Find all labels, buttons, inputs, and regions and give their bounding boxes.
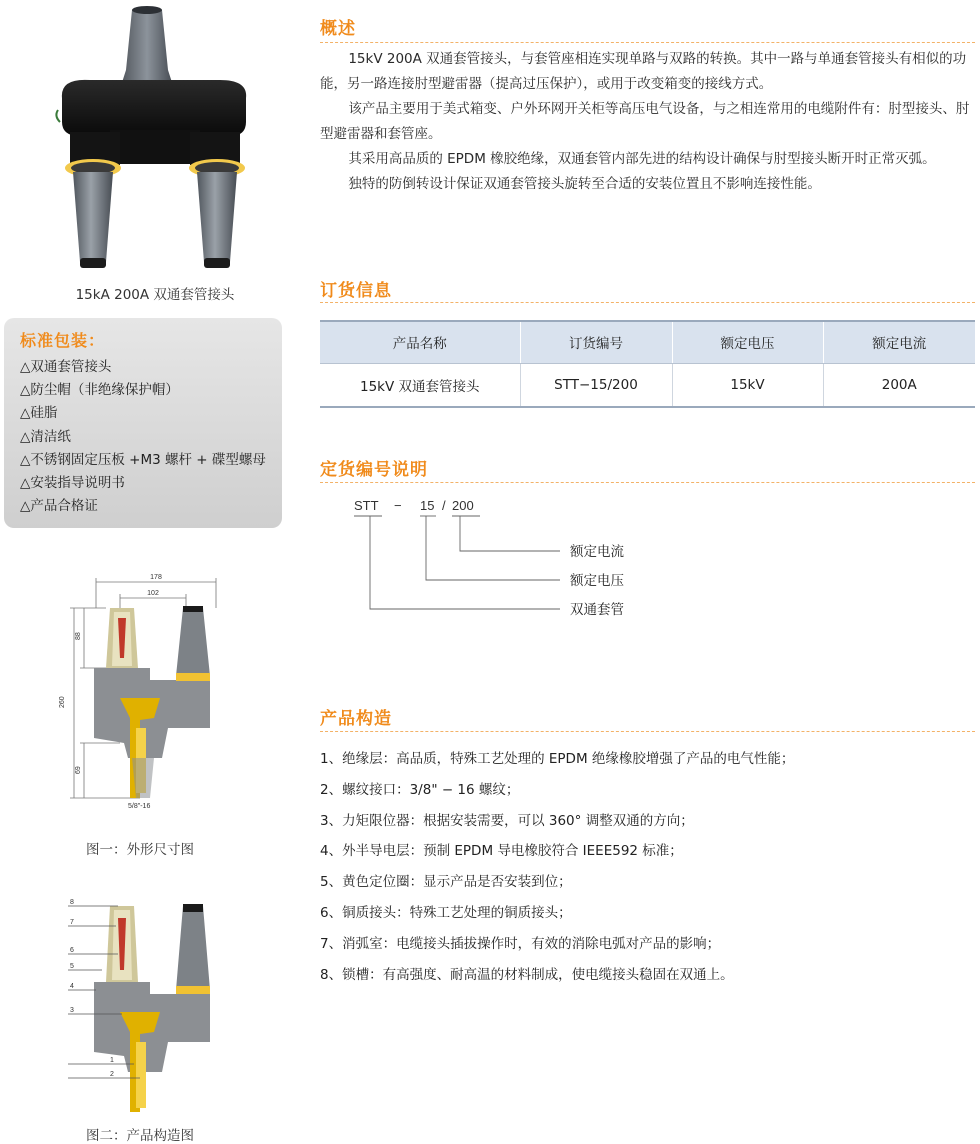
list-item: 5、黄色定位圈：显示产品是否安装到位； (320, 874, 572, 891)
product-caption: 15kA 200A 双通套管接头 (75, 287, 235, 303)
label-1: 1 (110, 1057, 114, 1064)
packaging-item: △产品合格证 (20, 498, 98, 515)
figure1-caption: 图一：外形尺寸图 (86, 842, 194, 858)
list-item: 8、锁槽：有高强度、耐高温的材料制成，使电缆接头稳固在双通上。 (320, 966, 734, 983)
label-6: 6 (70, 947, 74, 954)
packaging-list (20, 356, 266, 518)
list-item: 3、力矩限位器：根据安装需要，可以 360° 调整双通的方向； (320, 812, 694, 829)
code-label-voltage: 额定电压 (570, 573, 624, 589)
packaging-title: 标准包装： (20, 331, 106, 350)
table-row (320, 363, 975, 407)
order-code-diagram (320, 490, 720, 630)
dimension-drawing (50, 568, 240, 830)
header-product-name: 产品名称 (320, 321, 520, 363)
list-item: 2、螺纹接口：3/8" − 16 螺纹； (320, 781, 520, 798)
code-label-current: 额定电流 (570, 544, 624, 560)
dim-102: 102 (147, 590, 159, 597)
figure2-caption: 图二：产品构造图 (86, 1128, 194, 1144)
label-3: 3 (70, 1007, 74, 1014)
label-4: 4 (70, 983, 74, 990)
overview-text (320, 47, 975, 197)
list-item: 4、外半导电层：预制 EPDM 导电橡胶符合 IEEE592 标准； (320, 843, 683, 860)
code-current: 200 (452, 498, 474, 513)
packaging-item: △不锈钢固定压板 +M3 螺杆 + 碟型螺母 (20, 451, 266, 468)
order-header-row (320, 321, 975, 363)
overview-paragraph: 其采用高品质的 EPDM 橡胶绝缘，双通套管内部先进的结构设计确保与肘型接头断开时正常灭弧。 (348, 151, 936, 167)
cell-product-name: 15kV 双通套管接头 (320, 363, 520, 407)
dim-178: 178 (150, 574, 162, 581)
product-photo (40, 0, 270, 280)
structure-title: 产品构造 (320, 709, 392, 729)
code-stt: STT (354, 498, 379, 513)
cell-order-code: STT−15/200 (520, 363, 672, 407)
label-8: 8 (70, 899, 74, 906)
dim-69: 69 (75, 766, 82, 774)
code-title: 定货编号说明 (320, 460, 428, 480)
dim-thread: 5/8"-16 (128, 803, 151, 810)
dim-260: 260 (59, 696, 66, 708)
overview-divider (320, 42, 975, 43)
packaging-item: △防尘帽（非绝缘保护帽） (20, 382, 179, 399)
label-2: 2 (110, 1071, 114, 1078)
packaging-item: △双通套管接头 (20, 359, 112, 375)
code-label-bushing: 双通套管 (570, 602, 624, 618)
header-rated-voltage: 额定电压 (672, 321, 823, 363)
order-title: 订货信息 (320, 281, 392, 301)
overview-title: 概述 (320, 19, 356, 39)
structure-divider (320, 731, 975, 732)
code-divider (320, 482, 975, 483)
packaging-box (4, 318, 282, 528)
order-divider (320, 302, 975, 303)
order-table (320, 320, 975, 408)
list-item: 6、铜质接头：特殊工艺处理的铜质接头； (320, 904, 572, 921)
structure-list (320, 744, 794, 990)
code-slash: / (442, 498, 446, 513)
list-item: 7、消弧室：电缆接头插拔操作时，有效的消除电弧对产品的影响； (320, 935, 721, 952)
header-order-code: 订货编号 (520, 321, 672, 363)
label-5: 5 (70, 963, 74, 970)
label-7: 7 (70, 919, 74, 926)
list-item: 1、绝缘层：高品质，特殊工艺处理的 EPDM 绝缘橡胶增强了产品的电气性能； (320, 751, 795, 767)
structure-drawing (60, 896, 250, 1122)
code-voltage: 15 (420, 498, 435, 513)
header-rated-current: 额定电流 (823, 321, 975, 363)
dim-88: 88 (75, 632, 82, 640)
code-dash: − (394, 498, 402, 513)
overview-paragraph: 独特的防倒转设计保证双通套管接头旋转至合适的安装位置且不影响连接性能。 (348, 176, 821, 192)
packaging-item: △清洁纸 (20, 428, 71, 445)
overview-paragraph: 15kV 200A 双通套管接头，与套管座相连实现单路与双路的转换。其中一路与单通套管接头有相似的功能，另一路连接肘型避雷器（提高过压保护），或用于改变箱变的接线方式。 (320, 51, 967, 92)
packaging-item: △安装指导说明书 (20, 474, 125, 491)
cell-rated-voltage: 15kV (672, 363, 823, 407)
overview-paragraph: 该产品主要用于美式箱变、户外环网开关柜等高压电气设备，与之相连常用的电缆附件有：肘型接头、肘型避雷器和套管座。 (320, 101, 970, 142)
packaging-item: △硅脂 (20, 405, 58, 422)
cell-rated-current: 200A (823, 363, 975, 407)
